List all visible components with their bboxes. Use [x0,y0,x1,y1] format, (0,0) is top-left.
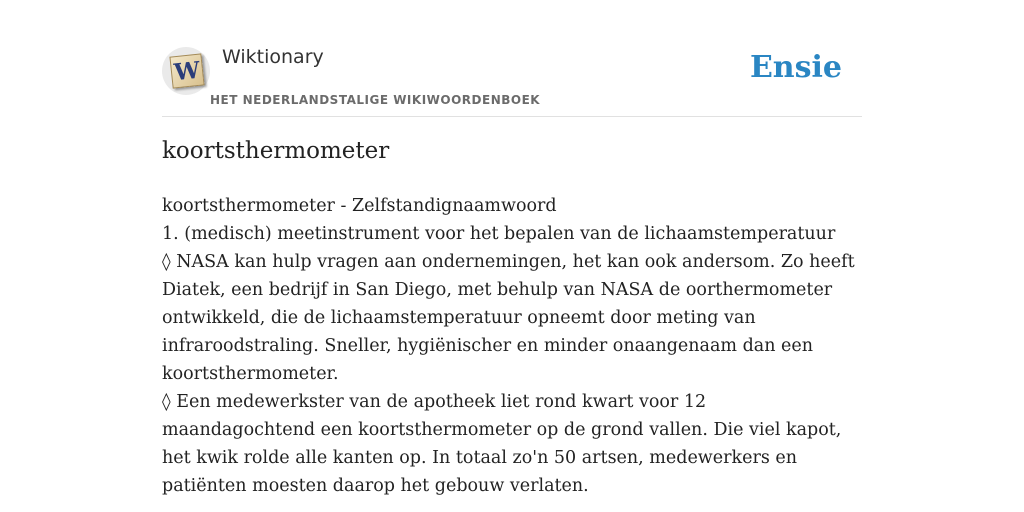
site-name[interactable]: Wiktionary [222,46,324,68]
example-2: ◊ Een medewerkster van de apotheek liet rond kwart voor 12 maandagochtend een koortsthermometer op de grond vallen. Die viel kapot, het kwik rolde alle kanten op. In totaal zo'n 50 artsen, medewerkers en patiënten moesten daarop het gebouw verlaten. [162,392,842,496]
site-subtitle: HET NEDERLANDSTALIGE WIKIWOORDENBOEK [210,93,541,107]
entry-content [162,192,862,500]
part-of-speech-line: koortsthermometer - Zelfstandignaamwoord [162,196,557,216]
w-tile-icon: W [169,53,204,88]
definition: 1. (medisch) meetinstrument voor het bepalen van de lichaamstemperatuur [162,224,836,244]
page [162,0,862,496]
page-title: koortsthermometer [162,138,390,164]
header [162,0,862,117]
example-1: ◊ NASA kan hulp vragen aan ondernemingen, het kan ook andersom. Zo heeft Diatek, een bedrijf in San Diego, met behulp van NASA de oorthermometer ontwikkeld, die de lichaamstemperatuur opneemt door meting van infraroodstraling. Sneller, hygiënischer en minder onaangenaam dan een koortsthermometer. [162,252,855,384]
ensie-brand-link[interactable]: Ensie [749,50,842,85]
wiktionary-logo[interactable] [162,47,210,95]
